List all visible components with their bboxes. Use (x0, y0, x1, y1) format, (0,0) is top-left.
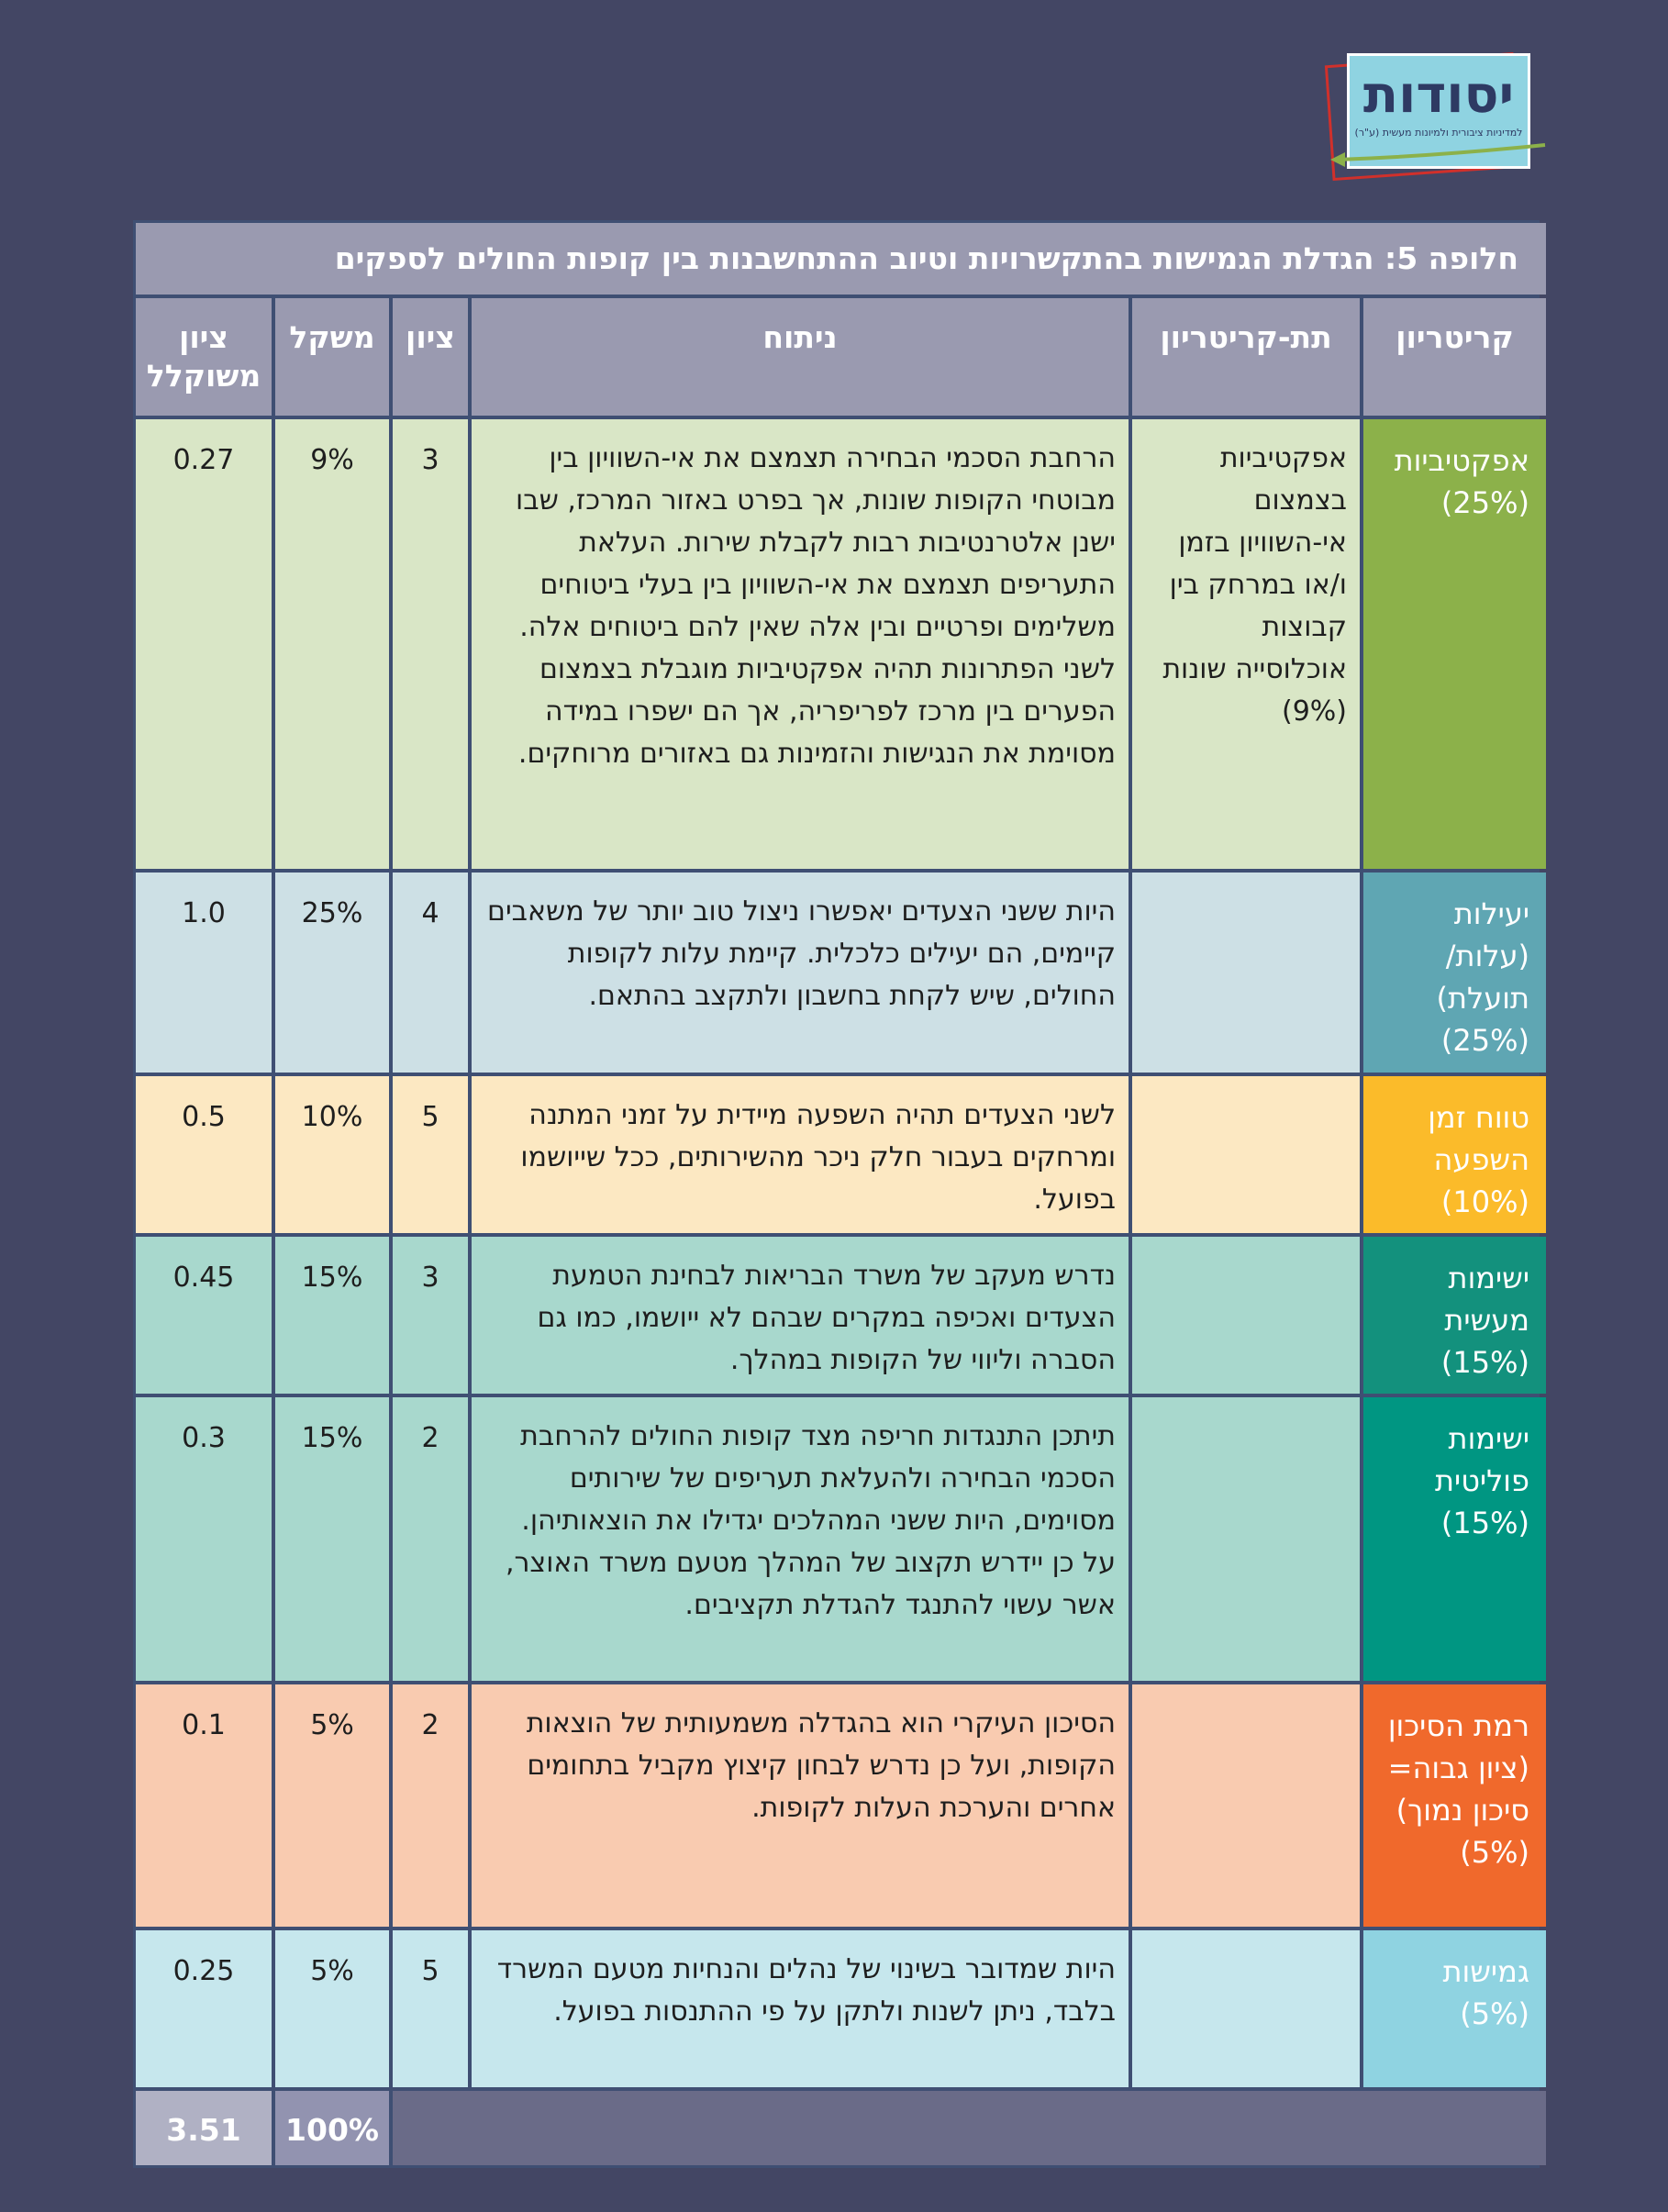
weighted-score: 0.25 (136, 1930, 272, 2087)
analysis: הרחבת הסכמי הבחירה תצמצם את אי-השוויון בין מבוטחי הקופות שונות, אך בפרט באזור המרכז, שבו ישנן אלטרנטיבות רבות לקבלת שירות. העלאת התעריפים תצמצם את אי-השוויון בין בעלי ביטוחים משלימים ופרטיים ובין אלה שאין להם ביטוחים אלה. לשני הפתרונות תהיה אפקטיביות מוגבלת בצמצום הפערים בין מרכז לפריפריה, אך הם ישפרו במידה מסוימת את הנגישות והזמינות גם באזורים מרוחקים. (472, 419, 1129, 869)
header-criterion: קריטריון (1363, 298, 1546, 416)
sub-criterion: אפקטיביות בצמצום אי-השוויון בזמן ו/או במרחק בין קבוצות אוכלוסייה שונות (9%) (1132, 419, 1360, 869)
weight: 15% (275, 1397, 389, 1681)
sub-criterion (1132, 873, 1360, 1073)
analysis: היות שמדובר בשינוי של נהלים והנחיות מטעם המשרד בלבד, ניתן לשנות ולתקן על פי ההתנסות בפועל. (472, 1930, 1129, 2087)
score: 2 (393, 1397, 468, 1681)
sub-criterion (1132, 1397, 1360, 1681)
logo (1329, 48, 1549, 182)
analysis: היות ששני הצעדים יאפשרו ניצול טוב יותר של משאבים קיימים, הם יעילים כלכלית. קיימת עלות לקופות החולים, שיש לקחת בחשבון ולתקצב בהתאם. (472, 873, 1129, 1073)
arrow-icon (1329, 139, 1549, 176)
score: 5 (393, 1930, 468, 2087)
criterion: רמת הסיכון (ציון גבוה= סיכון נמוך) (5%) (1363, 1684, 1546, 1927)
sub-criterion (1132, 1930, 1360, 2087)
criterion: יעילות (עלות/ תועלת) (25%) (1363, 873, 1546, 1073)
sub-criterion (1132, 1237, 1360, 1394)
weight: 25% (275, 873, 389, 1073)
weight: 15% (275, 1237, 389, 1394)
logo-title: יסודות (1362, 65, 1515, 125)
header-analysis: ניתוח (472, 298, 1129, 416)
analysis: נדרש מעקב של משרד הבריאות לבחינת הטמעת הצעדים ואכיפה במקרים שבהם לא ייושמו, כמו גם הסברה וליווי של הקופות במהלך. (472, 1237, 1129, 1394)
criterion: אפקטיביות (25%) (1363, 419, 1546, 869)
score: 3 (393, 1237, 468, 1394)
criterion: טווח זמן השפעה (10%) (1363, 1076, 1546, 1233)
analysis: הסיכון העיקרי הוא בהגדלה משמעותית של הוצאות הקופות, ועל כן נדרש לבחון קיצוץ מקביל בתחומים אחרים והערכת העלות לקופות. (472, 1684, 1129, 1927)
total-weighted-score: 3.51 (136, 2091, 272, 2165)
total-weight: 100% (275, 2091, 389, 2165)
weighted-score: 0.5 (136, 1076, 272, 1233)
header-weight: משקל (275, 298, 389, 416)
weighted-score: 0.27 (136, 419, 272, 869)
totals-filler (393, 2091, 1546, 2165)
sub-criterion (1132, 1076, 1360, 1233)
criteria-table (133, 220, 1540, 2168)
sub-criterion (1132, 1684, 1360, 1927)
weighted-score: 1.0 (136, 873, 272, 1073)
header-weighted-score: ציון משוקלל (136, 298, 272, 416)
criterion: ישימות פוליטית (15%) (1363, 1397, 1546, 1681)
score: 4 (393, 873, 468, 1073)
weight: 10% (275, 1076, 389, 1233)
weighted-score: 0.3 (136, 1397, 272, 1681)
header-sub-criterion: תת-קריטריון (1132, 298, 1360, 416)
analysis: לשני הצעדים תהיה השפעה מיידית על זמני המתנה ומרחקים בעבור חלק ניכר מהשירותים, ככל שייושמו בפועל. (472, 1076, 1129, 1233)
criterion: גמישות (5%) (1363, 1930, 1546, 2087)
header-score: ציון (393, 298, 468, 416)
analysis: תיתכן התנגדות חריפה מצד קופות החולים להרחבת הסכמי הבחירה ולהעלאת תעריפים של שירותים מסוימים, היות ששני המהלכים יגדילו את הוצאותיהן. על כן יידרש תקצוב של המהלך מטעם משרד האוצר, אשר עשוי להתנגד להגדלת תקציבים. (472, 1397, 1129, 1681)
weighted-score: 0.1 (136, 1684, 272, 1927)
logo-subtitle: למדיניות ציבורית ולמיונות מעשית (ע"ר) (1354, 127, 1523, 139)
table-title: חלופה 5: הגדלת הגמישות בהתקשרויות וטיוב ההתחשבנות בין קופות החולים לספקים (136, 223, 1546, 295)
weight: 5% (275, 1684, 389, 1927)
score: 5 (393, 1076, 468, 1233)
criterion: ישימות מעשית (15%) (1363, 1237, 1546, 1394)
weight: 9% (275, 419, 389, 869)
score: 2 (393, 1684, 468, 1927)
score: 3 (393, 419, 468, 869)
weighted-score: 0.45 (136, 1237, 272, 1394)
weight: 5% (275, 1930, 389, 2087)
